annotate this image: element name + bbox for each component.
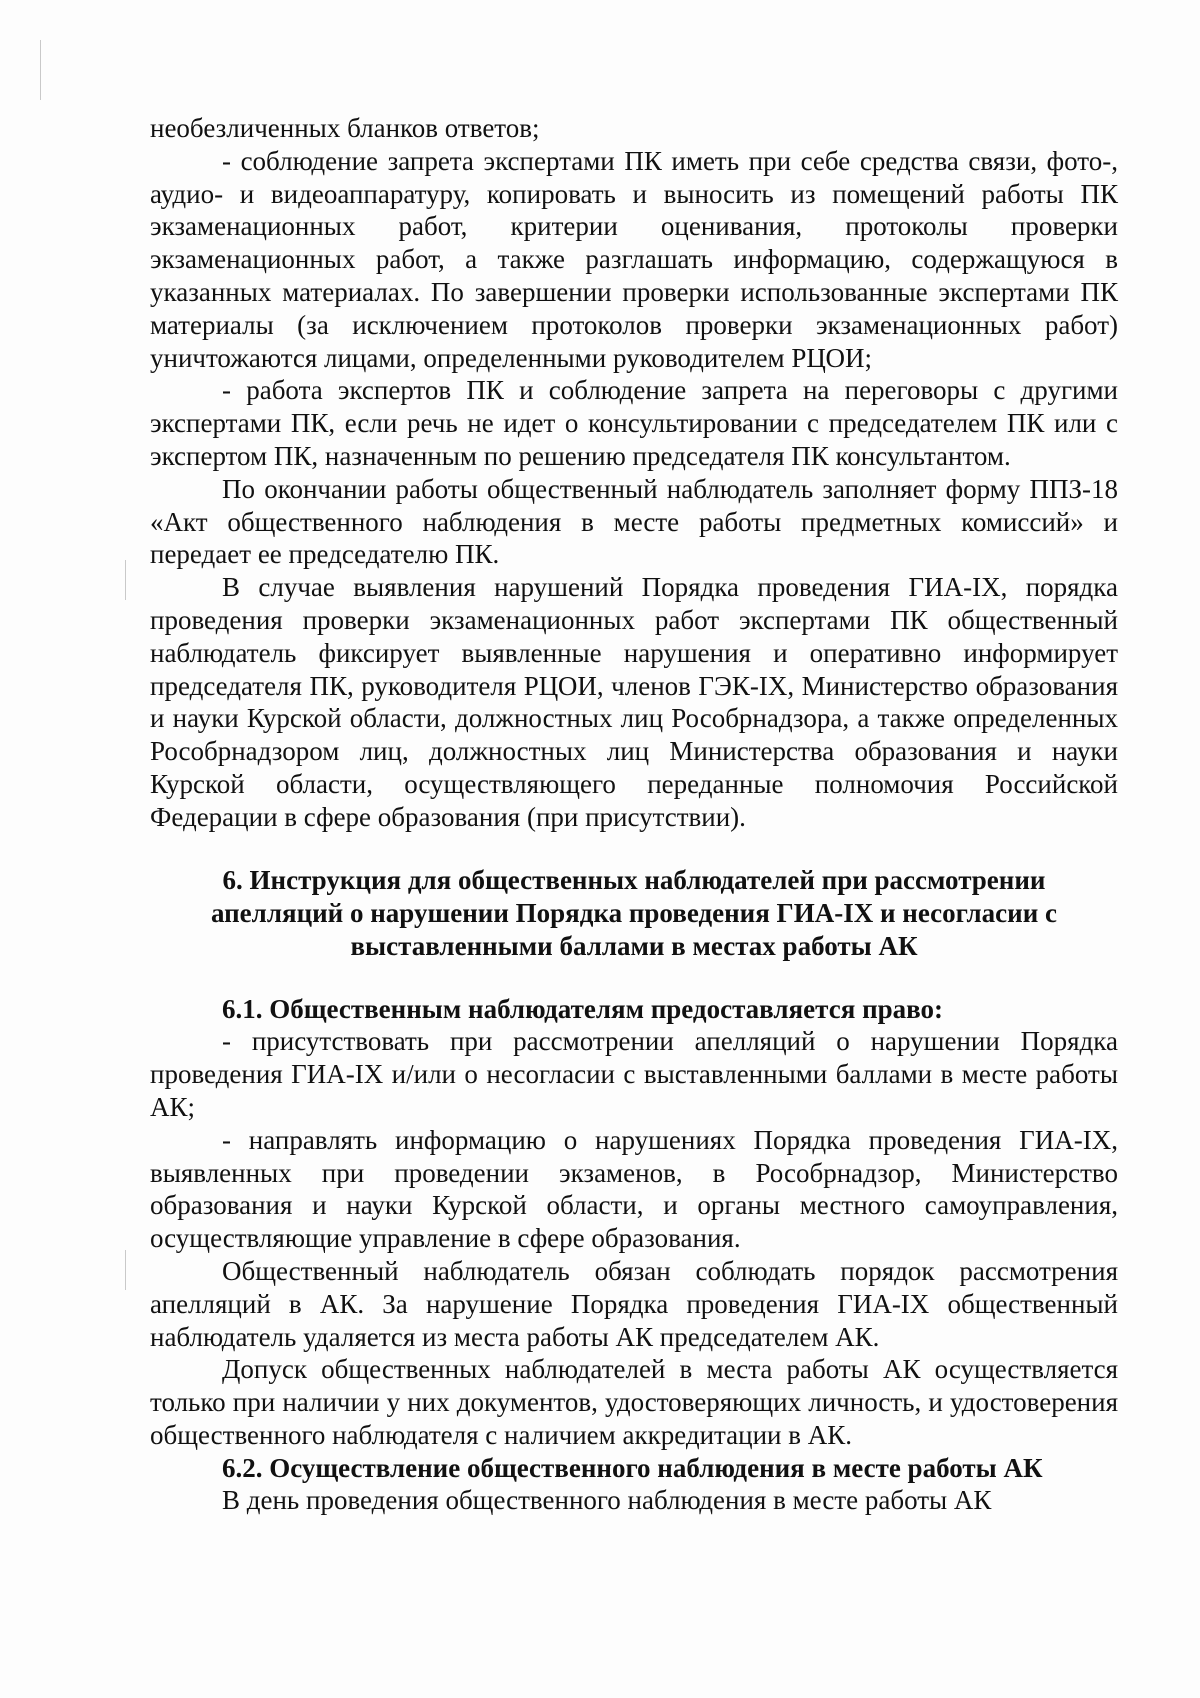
paragraph: В день проведения общественного наблюдения в месте работы АК	[222, 1485, 992, 1516]
paragraph: Допуск общественных наблюдателей в места работы АК осуществляется только при наличии у них документов, удостоверяющих личность, и удостоверения общественного наблюдателя с наличием аккредитации в АК.	[150, 1354, 1118, 1450]
paragraph: необезличенных бланков ответов;	[150, 113, 540, 143]
section-heading: 6. Инструкция для общественных наблюдателей при рассмотрении апелляций о нарушении Порядка проведения ГИА-IX и несогласии с выставленными баллами в местах работы АК	[210, 864, 1058, 961]
paragraph: - направлять информацию о нарушениях Порядка проведения ГИА-IX, выявленных при проведении экзаменов, в Рособрнадзор, Министерство образования и науки Курской области, и органы местного самоуправления, осуществляющие управление в сфере образования.	[150, 1124, 1118, 1254]
subsection-title: 6.2. Осуществление общественного наблюдения в месте работы АК	[222, 1452, 1043, 1483]
document-body	[150, 112, 1118, 1517]
paragraph: По окончании работы общественный наблюдатель заполняет форму ППЗ-18 «Акт общественного наблюдения в месте работы предметных комиссий» и передает ее председателю ПК.	[150, 473, 1118, 570]
scan-edge-mark	[40, 40, 41, 100]
scan-edge-mark	[125, 560, 126, 600]
paragraph: - присутствовать при рассмотрении апелляций о нарушении Порядка проведения ГИА-IX и/или о несогласии с выставленными баллами в месте работы АК;	[150, 1026, 1118, 1122]
paragraph: - работа экспертов ПК и соблюдение запрета на переговоры с другими экспертами ПК, если речь не идет о консультировании с председателем ПК или с экспертом ПК, назначенным по решению председателя ПК консультантом.	[150, 375, 1118, 471]
paragraph: - соблюдение запрета экспертами ПК иметь при себе средства связи, фото-, аудио- и видеоаппаратуру, копировать и выносить из помещений работы ПК экзаменационных работ, критерии оценивания, протоколы проверки экзаменационных работ, а также разглашать информацию, содержащуюся в указанных материалах. По завершении проверки использованные экспертами ПК материалы (за исключением протоколов проверки экзаменационных работ) уничтожаются лицами, определенными руководителем РЦОИ;	[150, 145, 1118, 373]
paragraph: В случае выявления нарушений Порядка проведения ГИА-IX, порядка проведения проверки экзаменационных работ экспертами ПК общественный наблюдатель фиксирует выявленные нарушения и оперативно информирует председателя ПК, руководителя РЦОИ, членов ГЭК-IX, Министерство образования и науки Курской области, должностных лиц Рособрнадзора, а также определенных Рособрнадзором лиц, должностных лиц Министерства образования и науки Курской области, осуществляющего переданные полномочия Российской Федерации в сфере образования (при присутствии).	[150, 572, 1118, 832]
subsection-title: 6.1. Общественным наблюдателям предоставляется право:	[222, 993, 944, 1024]
paragraph: Общественный наблюдатель обязан соблюдать порядок рассмотрения апелляций в АК. За нарушение Порядка проведения ГИА-IX общественный наблюдатель удаляется из места работы АК председателем АК.	[150, 1255, 1118, 1352]
scan-edge-mark	[125, 1250, 126, 1290]
